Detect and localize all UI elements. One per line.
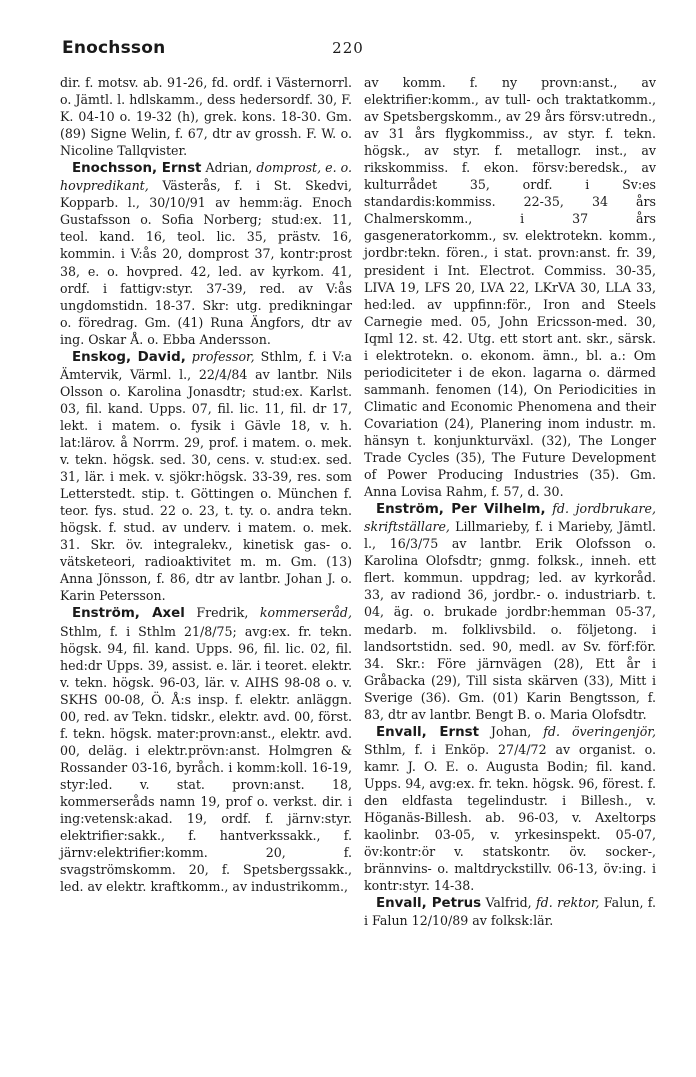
entry-title: professor, <box>191 348 255 364</box>
entry-given-names: Johan, <box>478 723 544 739</box>
entry-title: fd. överingenjör, <box>543 723 657 739</box>
entry-headword: Enochsson, Ernst <box>72 161 202 177</box>
entry-given-names: Valfrid, <box>481 895 537 911</box>
entry-body: Västerås, f. i St. Skedvi, Kopparb. l., 30/10/91 av hemm:äg. Enoch Gustafsson o. Sofia Norberg; stud:ex. 11, teol. kand. 16, teol. lic. 35, prästv. 16, kommin. i V:ås 20, domprost 37, kontr:prost 38, e. o. hovpred. 42, led. av kyrkom. 41, ordf. i fattigv:styr. 37-39, red. av V:ås ungdomstidn. 18-37. Skr: utg. predikningar o. föredrag. Gm. (41) Runa Ängfors, dtr av ing. Oskar Å. o. Ebba Andersson. <box>60 178 352 347</box>
entry-headword: Enskog, David, <box>72 349 186 365</box>
entry-given-names: Fredrik, <box>184 605 260 621</box>
entry-body: dir. f. motsv. ab. 91-26, fd. ordf. i Västernorrl. o. Jämtl. l. hdlskamm., dess hedersordf. 30, F. K. 04-10 o. 19-32 (h), grek. kons. 18-30. Gm. (89) Signe Welin, f. 67, dtr av grossh. F. W. o. Nicoline Tallqvister. <box>60 75 352 159</box>
entry-envall-petrus <box>364 894 656 929</box>
entry-continuation <box>60 74 352 159</box>
entry-envall-ernst <box>364 723 656 894</box>
entry-headword: Envall, Petrus <box>376 896 482 912</box>
entry-body: Lillmarieby, f. i Marieby, Jämtl. l., 16/3/75 av lantbr. Erik Olofsson o. Karolina Olofsdtr; gnmg. folksk., inneh. ett flert. kommun. uppdrag; led. av kyrkoråd. 33, av radiond 36, jordbr.- o. industriarb. t. 04, äg. o. brukade jordbr:hemman 05-37, medarb. m. folklivsbild. o. följetong. i landsortstidn. sed. 90, medl. av Sv. förf:för. 34. Skr.: Före järnvägen (28), Ett år i Gråbacka (29), Till sista skärven (33), Mitt i Sverige (36). Gm. (01) Karin Bengtsson, f. 83, dtr av lantbr. Bengt B. o. Maria Olofsdtr. <box>364 519 656 722</box>
entry-continuation <box>364 74 656 500</box>
entry-given-names: Adrian, <box>201 160 257 176</box>
entry-enskog-david <box>60 348 352 605</box>
right-column <box>364 74 656 929</box>
entry-title: fd. rektor, <box>536 895 600 911</box>
entry-headword: Envall, Ernst <box>376 724 479 740</box>
entry-headword: Enström, Axel <box>72 606 185 622</box>
entry-body: Falun, f. i Falun 12/10/89 av folksk:lär. <box>364 895 656 929</box>
page-number: 220 <box>332 39 364 57</box>
entry-body: Sthlm, f. i V:a Ämtervik, Värml. l., 22/4/84 av lantbr. Nils Olsson o. Karolina Jonasdtr; stud:ex. Karlst. 03, fil. kand. Upps. 07, fil. lic. 11, fil. dr 17, lekt. i matem. o. fysik i Gävle 18, v. h. lat:lärov. å Norrm. 29, prof. i matem. o. mek. v. tekn. högsk. sed. 30, cens. v. stud:ex. sed. 31, lär. i mek. v. sjökr:högsk. 33-39, res. som Letterstedt. stip. t. Göttingen o. München f. teor. fys. stud. 22 o. 23, t. ty. o. andra tekn. högsk. f. stud. av underv. i matem. o. mek. 31. Skr. öv. integralekv., kinetisk gas- o. vätsketeori, radioaktivitet m. m. Gm. (13) Anna Jönsson, f. 86, dtr av lantbr. Johan J. o. Karin Petersson. <box>60 348 353 604</box>
running-head <box>62 38 634 66</box>
entry-enstrom-per <box>364 500 656 723</box>
entry-title: fd. jordbrukare, skriftställare, <box>364 501 656 535</box>
entry-enstrom-axel <box>60 604 352 895</box>
entry-title: domprost, e. o. hovpredikant, <box>60 160 352 194</box>
running-head-surname: Enochsson <box>62 38 166 58</box>
entry-headword: Enström, Per Vilhelm, <box>376 502 546 518</box>
entry-body: Sthlm, f. i Sthlm 21/8/75; avg:ex. fr. tekn. högsk. 94, fil. kand. Upps. 96, fil. lic. 02, fil. hed:dr Upps. 39, assist. e. lär. i teoret. elektr. v. tekn. högsk. 96-03, lär. v. AIHS 98-08 o. v. SKHS 00-08, Ö. Å:s insp. f. elektr. anläggn. 00, red. av Tekn. tidskr., elektr. avd. 00, först. f. tekn. högsk. mater:provn:anst., elektr. avd. 00, deläg. i elektr.prövn:anst. Holmgren & Rossander 03-16, byråch. i komm:koll. 16-19, styr:led. v. stat. provn:anst. 18, kommerseråds namn 19, prof o. verkst. dir. i ing:vetensk:akad. 19, ordf. f. järnv:styr. elektrifier:sakk., f. hantverkssakk., f. järnv:elektrifier:komm. 20, f. svagströmskomm. 20, f. Spetsbergssakk., led. av elektr. kraftkomm., av industrikomm., <box>60 623 352 895</box>
entry-enochsson-ernst <box>60 159 352 348</box>
entry-body: av komm. f. ny provn:anst., av elektrifier:komm., av tull- och traktatkomm., av Spetsbergskomm., av 29 års försv:utredn., av 31 års flygkommiss., av styr. f. tekn. högsk., av styr. f. metallogr. inst., av rikskommiss. f. ekon. försv:beredsk., av kulturrådet 35, ordf. i Sv:es standardis:kommiss. 22-35, 34 års Chalmerskomm., i 37 års gasgeneratorkomm., sv. elektrotekn. komm., jordbr:tekn. fören., i stat. provn:anst. fr. 39, president i Int. Electrot. Commiss. 30-35, LIVA 19, LFS 20, LVA 22, LKrVA 30, LLA 33, hed:led. av uppfinn:för., Iron and Steels Carnegie med. 05, John Ericsson-med. 30, Iqml 12. st. 42. Utg. ett stort ant. skr., särsk. i elektrotekn. o. ekonom. ämn., bl. a.: Om periodiciteter i de ekon. lagarna o. därmed sammanh. fenomen (14), On Periodicities in Climatic and Economic Phenomena and their Covariation (24), Planering inom industr. m. hänsyn t. konjunkturväxl. (32), The Longer Trade Cycles (35), The Future Development of Power Producing Industries (35). Gm. Anna Lovisa Rahm, f. 57, d. 30. <box>364 75 656 500</box>
entry-body: Sthlm, f. i Enköp. 27/4/72 av organist. o. kamr. J. O. E. o. Augusta Bodin; fil. kand. Upps. 94, avg:ex. fr. tekn. högsk. 96, förest. f. den eldfasta tegelindustr. i Billesh., v. Höganäs-Billesh. ab. 96-03, v. Axeltorps kaolinbr. 03-05, v. yrkesinspekt. 05-07, öv:kontr:ör v. statskontr. öv. socker-, brännvins- o. maltdryckstillv. 06-13, öv:ing. i kontr:styr. 14-38. <box>364 741 656 894</box>
entry-title: kommerseråd, <box>259 605 352 621</box>
left-column <box>60 74 352 895</box>
